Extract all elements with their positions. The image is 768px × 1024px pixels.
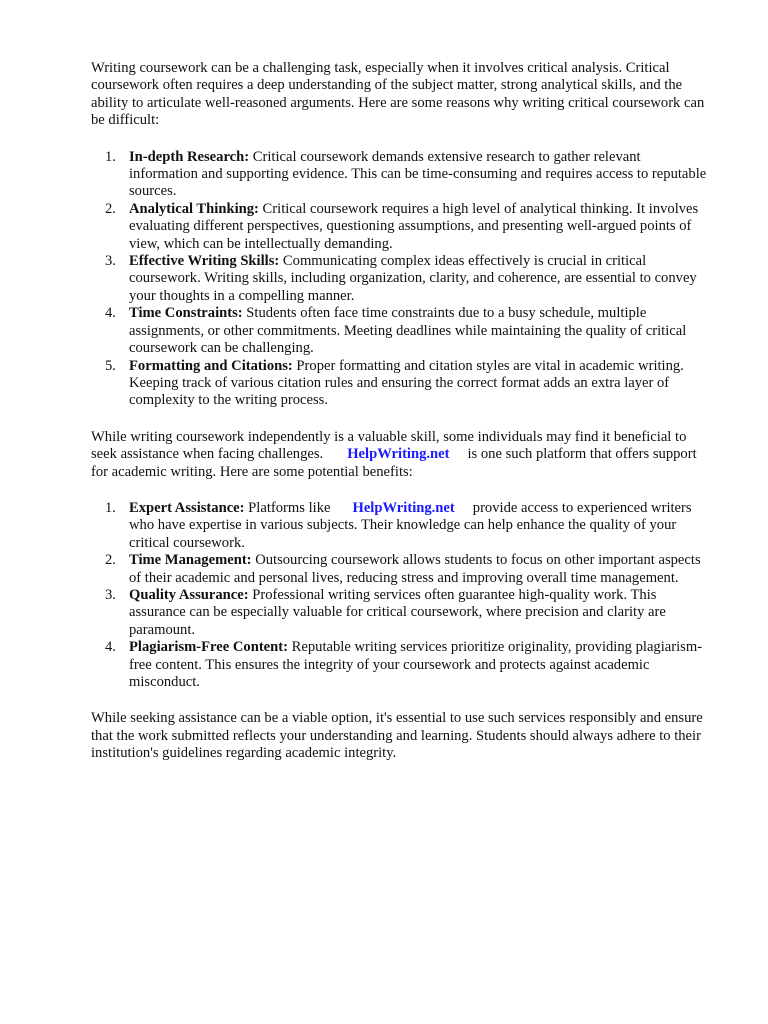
list-number: 2.	[105, 552, 116, 569]
helpwriting-link[interactable]: HelpWriting.net	[352, 499, 455, 516]
list-item	[91, 500, 711, 552]
list-item	[91, 305, 711, 357]
list-text: Communicating complex ideas effectively is crucial in critical coursework. Writing skills, including organization, clarity, and coherence, are essential to convey your thoughts in a compelling manner.	[129, 253, 697, 304]
list-number: 1.	[105, 499, 116, 516]
list-item	[91, 587, 711, 639]
list-number: 5.	[105, 357, 116, 374]
list-text: provide access to experienced writers who have expertise in various subjects. Their knowledge can help enhance the quality of your critical coursework.	[129, 499, 692, 551]
assistance-text-after: is one such platform that offers support for academic writing. Here are some potential benefits:	[91, 446, 697, 480]
list-term: Analytical Thinking:	[129, 200, 259, 217]
list-number: 3.	[105, 586, 116, 603]
list-text: Reputable writing services prioritize originality, providing plagiarism-free content. This ensures the integrity of your coursework and protects against academic misconduct.	[129, 639, 703, 690]
list-item	[91, 552, 711, 587]
list-text: Professional writing services often guarantee high-quality work. This assurance can be especially valuable for critical coursework, where precision and clarity are paramount.	[129, 586, 666, 638]
list-text: Platforms like	[244, 499, 331, 516]
benefits-list	[91, 500, 711, 691]
list-text: Students often face time constraints due to a busy schedule, multiple assignments, or other commitments. Meeting deadlines while maintaining the quality of critical coursework can be challenging.	[129, 305, 687, 357]
list-term: Time Constraints:	[129, 305, 243, 322]
list-term: In-depth Research:	[129, 148, 250, 165]
document-page	[91, 60, 711, 763]
list-item	[91, 639, 711, 691]
list-number: 2.	[105, 200, 116, 217]
list-term: Plagiarism-Free Content:	[129, 639, 288, 656]
list-text: Critical coursework demands extensive research to gather relevant information and supporting evidence. This can be time-consuming and requires access to reputable sources.	[129, 148, 707, 200]
list-item	[91, 149, 711, 201]
list-number: 4.	[105, 639, 116, 656]
list-text: Critical coursework requires a high level of analytical thinking. It involves evaluating different perspectives, questioning assumptions, and presenting well-argued points of view, which can be intellectually demanding.	[129, 200, 699, 252]
list-term: Quality Assurance:	[129, 586, 249, 603]
assistance-text-before: While writing coursework independently is a valuable skill, some individuals may find it beneficial to seek assistance when facing challenges.	[91, 428, 687, 463]
conclusion-paragraph: While seeking assistance can be a viable option, it's essential to use such services responsibly and ensure that the work submitted reflects your understanding and learning. Students should always adhere to their institution's guidelines regarding academic integrity.	[91, 710, 703, 762]
challenges-list	[91, 149, 711, 410]
helpwriting-link[interactable]: HelpWriting.net	[347, 446, 450, 463]
list-term: Expert Assistance:	[129, 499, 245, 516]
list-number: 1.	[105, 148, 116, 165]
assistance-paragraph	[91, 429, 711, 481]
list-term: Time Management:	[129, 552, 252, 569]
list-number: 4.	[105, 305, 116, 322]
list-text: Outsourcing coursework allows students to focus on other important aspects of their academic and personal lives, reducing stress and improving overall time management.	[129, 552, 701, 586]
intro-paragraph: Writing coursework can be a challenging task, especially when it involves critical analysis. Critical coursework often requires a deep understanding of the subject matter, strong analytical skills, and the ability to articulate well-reasoned arguments. Here are some reasons why writing critical coursework can be difficult:	[91, 60, 705, 129]
list-item	[91, 253, 711, 305]
list-term: Effective Writing Skills:	[129, 253, 280, 270]
list-item	[91, 201, 711, 253]
list-term: Formatting and Citations:	[129, 357, 293, 374]
list-item	[91, 358, 711, 410]
list-text: Proper formatting and citation styles are vital in academic writing. Keeping track of various citation rules and ensuring the correct format adds an extra layer of complexity to the writing process.	[129, 357, 684, 409]
list-number: 3.	[105, 253, 116, 270]
